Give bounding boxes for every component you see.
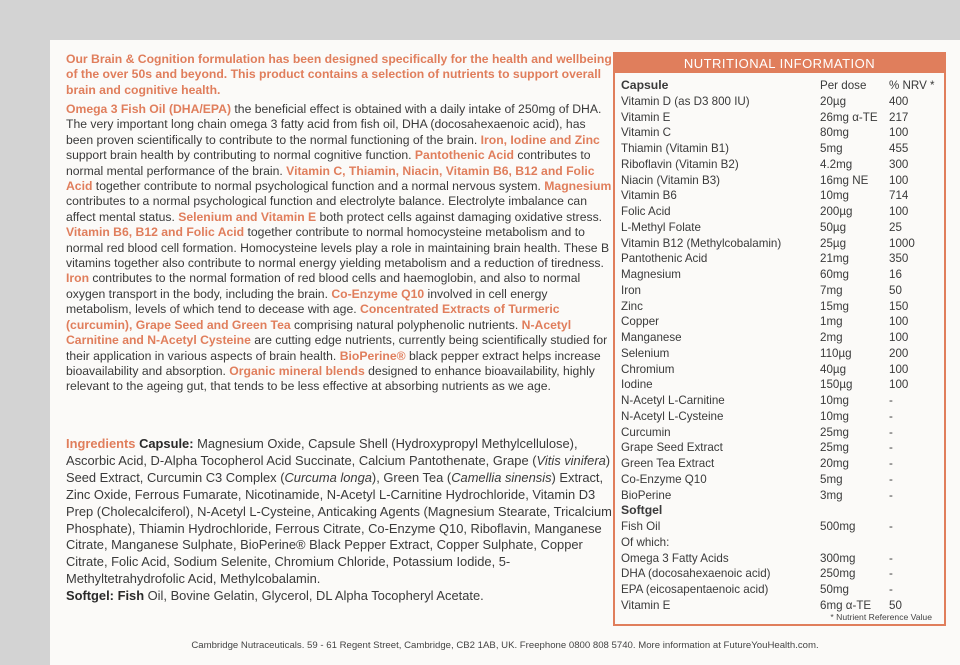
- nutrition-section-row: [621, 503, 946, 519]
- nutrient-highlight: Selenium and Vitamin E: [178, 209, 317, 224]
- dose-value: 10mg: [820, 394, 850, 407]
- softgel-ingredients: Oil, Bovine Gelatin, Glycerol, DL Alpha Tocopheryl Acetate.: [144, 588, 484, 604]
- nutrient-name: Iodine: [621, 378, 653, 392]
- nutrient-name: Pantothenic Acid: [621, 252, 708, 266]
- benefit-text: contributes to normal mental performance of the brain.: [66, 148, 591, 178]
- dose-value: 1mg: [820, 315, 843, 329]
- nutrition-row: [621, 220, 946, 236]
- nrv-value: -: [889, 425, 893, 439]
- nutrient-name: EPA (eicosapentaenoic acid): [621, 583, 769, 596]
- nutrition-row: [621, 283, 946, 299]
- nrv-value: 350: [889, 252, 909, 266]
- nutrition-row: [621, 472, 946, 488]
- nrv-value: 714: [889, 189, 909, 203]
- nrv-value: 200: [889, 346, 909, 360]
- nrv-value: % NRV *: [889, 79, 935, 92]
- nutrient-name: L-Methyl Folate: [621, 220, 701, 234]
- nutrition-row: [621, 346, 946, 362]
- nutrition-row: [621, 582, 946, 598]
- nutrition-row: [621, 188, 946, 204]
- nutrition-panel: [613, 52, 946, 626]
- nutrient-name: N-Acetyl L-Carnitine: [621, 394, 725, 407]
- ingredient-text: ) Seed Extract, Curcumin C3 Complex (: [66, 452, 611, 485]
- dose-value: 250mg: [820, 567, 856, 581]
- dose-value: 21mg: [820, 252, 850, 266]
- benefit-text: together contribute to normal psychological function and a normal nervous system.: [92, 179, 545, 194]
- nutrient-name: Vitamin E: [621, 110, 671, 124]
- nutrient-name: Niacin (Vitamin B3): [621, 173, 721, 187]
- dose-value: 25mg: [820, 425, 850, 439]
- dose-value: 4.2mg: [820, 157, 853, 171]
- ingredient-text: ) Extract, Zinc Oxide, Ferrous Fumarate, Nicotinamide, N-Acetyl L-Carnitine Hydrochloride, Vitamin D3 Prep (Cholecalciferol), N-Acetyl L-Cysteine, Anticaking Agents (Magnesium Stearate, Tricalcium Phosphate), Thiamin Hydrochloride, Ferrous Citrate, Co-Enzyme Q10, Riboflavin, Manganese Citrate, Manganese Sulphate, BioPerine® Black Pepper Extract, Copper Sulphate, Copper Citrate, Folic Acid, Sodium Selenite, Chromium Chloride, Potassium Iodide, 5-Methyltetrahydrofolic Acid, Methylcobalamin.: [66, 469, 612, 587]
- dose-value: 50mg: [820, 583, 850, 596]
- company-footer: Cambridge Nutraceuticals. 59 - 61 Regent Street, Cambridge, CB2 1AB, UK. Freephone 0800 808 5740. More information at FutureYouHealth.com.: [191, 640, 819, 651]
- nrv-value: 100: [889, 331, 909, 344]
- dose-value: 20µg: [820, 94, 847, 108]
- nutrient-name: Vitamin E: [621, 598, 671, 612]
- nrv-value: 25: [889, 220, 902, 234]
- dose-value: 40µg: [820, 362, 847, 376]
- nrv-value: -: [889, 441, 893, 455]
- benefit-text: contributes to the normal formation of red blood cells and haemoglobin, and also to normal oxygen transport in the body, including the brain.: [66, 271, 581, 301]
- benefit-text: support brain health by contributing to normal cognitive function.: [66, 148, 415, 163]
- nrv-value: 100: [889, 205, 909, 218]
- dose-value: 5mg: [820, 472, 843, 486]
- nrv-value: 100: [889, 315, 909, 329]
- benefit-text: both protect cells against damaging oxidative stress.: [316, 209, 603, 224]
- nutrient-highlight: Pantothenic Acid: [414, 148, 514, 163]
- nutrition-row: [621, 456, 946, 472]
- nutrition-row: [621, 204, 946, 220]
- dose-value: 10mg: [820, 189, 850, 203]
- nrv-footnote: * Nutrient Reference Value: [830, 612, 932, 622]
- nrv-value: -: [889, 488, 893, 502]
- nutrient-name: Omega 3 Fatty Acids: [621, 551, 729, 565]
- dose-value: Per dose: [820, 79, 867, 92]
- nrv-value: -: [889, 409, 893, 423]
- softgel-label: Softgel:: [66, 588, 114, 604]
- nutrition-row: [621, 173, 946, 189]
- dose-value: 16mg NE: [820, 173, 869, 187]
- nutrient-name: Softgel: [621, 503, 663, 518]
- nrv-value: 100: [889, 362, 909, 376]
- nutrient-name: Fish Oil: [621, 520, 661, 533]
- benefit-text: the beneficial effect is obtained with a daily intake of 250mg of DHA. The very important long chain omega 3 fatty acid from fish oil, DHA (docosahexaenoic acid), has been proven scientifically to contribute to the normal functioning of the brain.: [66, 102, 602, 147]
- nrv-value: 16: [889, 268, 902, 281]
- nutrition-row: [621, 267, 946, 283]
- dose-value: 6mg α-TE: [820, 598, 872, 612]
- nutrient-name: Of which:: [621, 535, 670, 549]
- nutrient-name: Selenium: [621, 346, 670, 360]
- nutrient-name: Zinc: [621, 299, 643, 313]
- nrv-value: 455: [889, 142, 909, 155]
- benefit-text: involved in cell energy metabolism, levels of which tend to decease with age.: [66, 286, 548, 317]
- nrv-value: 150: [889, 299, 909, 313]
- nrv-value: 217: [889, 110, 909, 124]
- nutrition-row: [621, 330, 946, 346]
- nutrition-row: [621, 440, 946, 456]
- nutrient-highlight: Vitamin B6, B12 and Folic Acid: [66, 225, 245, 240]
- dose-value: 150µg: [820, 378, 853, 392]
- nutrient-name: Capsule: [621, 78, 669, 92]
- ingredients-block: [66, 436, 614, 605]
- dose-value: 500mg: [820, 520, 856, 533]
- capsule-label: Capsule:: [139, 436, 194, 451]
- ingredient-text: ), Green Tea (: [371, 469, 452, 485]
- benefit-text: are cutting edge nutrients, currently being scientifically studied for their application in various aspects of brain health.: [66, 333, 608, 363]
- ingredient-text: Magnesium Oxide, Capsule Shell (Hydroxypropyl Methylcellulose), Ascorbic Acid, D-Alpha Tocopherol Acid Succinate, Calcium Pantothenate, Grape (: [66, 436, 578, 468]
- nutrition-row: [621, 409, 946, 425]
- nrv-value: 100: [889, 378, 909, 392]
- nutrition-row: [621, 125, 946, 141]
- nutrition-row: [621, 488, 946, 504]
- latin-name: Camellia sinensis: [451, 469, 552, 485]
- nutrient-highlight: N-Acetyl Carnitine and N-Acetyl Cysteine: [66, 317, 572, 348]
- dose-value: 25mg: [820, 441, 850, 455]
- dose-value: 80mg: [820, 126, 850, 140]
- benefits-text: [66, 102, 616, 395]
- benefit-text: contributes to a normal psychological function and electrolyte balance. Electrolyte imbalance can affect mental status.: [66, 194, 587, 224]
- nutrient-name: Manganese: [621, 331, 682, 344]
- nutrient-highlight: BioPerine®: [339, 348, 406, 363]
- benefit-text: black pepper extract helps increase bioavailability and absorption.: [66, 348, 601, 378]
- nrv-value: -: [889, 394, 893, 407]
- nutrition-row: [621, 251, 946, 267]
- nutrition-row: [621, 566, 946, 582]
- nutrient-name: N-Acetyl L-Cysteine: [621, 409, 724, 423]
- nutrient-name: Chromium: [621, 362, 675, 376]
- nutrient-name: Vitamin C: [621, 126, 672, 140]
- nrv-value: -: [889, 472, 893, 486]
- nrv-value: 1000: [889, 236, 915, 250]
- nrv-value: 100: [889, 173, 909, 187]
- dose-value: 3mg: [820, 488, 843, 502]
- dose-value: 15mg: [820, 299, 850, 313]
- nutrition-title: NUTRITIONAL INFORMATION: [615, 54, 944, 73]
- nutrient-name: Co-Enzyme Q10: [621, 472, 707, 486]
- nutrition-table: [621, 78, 946, 614]
- nutrient-name: Green Tea Extract: [621, 457, 715, 470]
- nrv-value: 50: [889, 283, 902, 297]
- nutrient-highlight: Vitamin C, Thiamin, Niacin, Vitamin B6, B12 and Folic Acid: [66, 163, 595, 194]
- nutrition-row: [621, 519, 946, 535]
- nutrient-name: Thiamin (Vitamin B1): [621, 142, 730, 155]
- nutrient-name: Grape Seed Extract: [621, 441, 723, 455]
- dose-value: 10mg: [820, 409, 850, 423]
- dose-value: 25µg: [820, 236, 847, 250]
- benefit-text: comprising natural polyphenolic nutrients.: [290, 317, 522, 332]
- latin-name: Curcuma longa: [284, 469, 372, 485]
- nutrient-name: BioPerine: [621, 488, 672, 502]
- benefit-text: designed to enhance bioavailability, highly relevant to the ageing gut, that tends to be less effective at absorbing nutrients as we age.: [66, 363, 595, 394]
- nutrition-row: [621, 157, 946, 173]
- nutrient-highlight: Co-Enzyme Q10: [331, 286, 425, 301]
- nutrient-highlight: Concentrated Extracts of Turmeric (curcumin), Grape Seed and Green Tea: [66, 302, 560, 332]
- nrv-value: -: [889, 457, 893, 470]
- nutrition-row: [621, 236, 946, 252]
- dose-value: 110µg: [820, 346, 852, 360]
- latin-name: Vitis vinifera: [536, 452, 606, 468]
- nutrient-name: Vitamin D (as D3 800 IU): [621, 94, 750, 108]
- nutrition-row: [621, 110, 946, 126]
- softgel-fish: Fish: [117, 588, 145, 604]
- dose-value: 60mg: [820, 268, 850, 281]
- nutrient-highlight: Organic mineral blends: [229, 363, 365, 378]
- nrv-value: -: [889, 567, 893, 581]
- nrv-value: -: [889, 520, 893, 533]
- nutrient-name: Vitamin B12 (Methylcobalamin): [621, 236, 782, 250]
- nutrient-highlight: Omega 3 Fish Oil (DHA/EPA): [66, 102, 232, 116]
- nutrient-name: Vitamin B6: [621, 189, 677, 203]
- dose-value: 5mg: [820, 142, 843, 155]
- nutrient-highlight: Magnesium: [544, 179, 612, 194]
- nutrition-row: [621, 425, 946, 441]
- dose-value: 200µg: [820, 205, 853, 218]
- nrv-value: -: [889, 583, 893, 596]
- nrv-value: 50: [889, 598, 902, 612]
- nutrition-row: [621, 551, 946, 567]
- dose-value: 300mg: [820, 551, 856, 565]
- nrv-value: 300: [889, 157, 909, 171]
- nutrient-name: Iron: [621, 283, 641, 297]
- intro-text: Our Brain & Cognition formulation has been designed specifically for the health and wellbeing of the over 50s and beyond. This product contains a selection of nutrients to support overall brain and cognitive health.: [66, 52, 612, 97]
- nutrient-name: Riboflavin (Vitamin B2): [621, 157, 739, 171]
- nutrition-row: [621, 535, 946, 551]
- nutrition-row: [621, 393, 946, 409]
- nutrient-name: Magnesium: [621, 268, 681, 281]
- capsule-ingredients: [66, 436, 612, 586]
- nutrition-row: [621, 141, 946, 157]
- dose-value: 7mg: [820, 283, 843, 297]
- nrv-value: 100: [889, 126, 909, 140]
- nutrition-row: [621, 314, 946, 330]
- nutrient-highlight: Iron, Iodine and Zinc: [480, 132, 600, 147]
- nrv-value: 400: [889, 94, 909, 108]
- dose-value: 20mg: [820, 457, 850, 470]
- dose-value: 26mg α-TE: [820, 110, 878, 124]
- ingredients-label: Ingredients: [66, 436, 136, 451]
- nutrient-name: Folic Acid: [621, 205, 671, 218]
- nutrient-name: Curcumin: [621, 425, 671, 439]
- nutrition-section-row: [621, 78, 946, 94]
- nutrient-highlight: Iron: [66, 271, 90, 286]
- benefit-text: together contribute to normal homocysteine metabolism and to normal red blood cell formation. Homocysteine levels play a role in maintaining brain health. These B vitamins together also contribute to normal energy yielding metabolism and a reduction of tiredness.: [66, 225, 610, 271]
- nrv-value: -: [889, 551, 893, 565]
- nutrition-row: [621, 362, 946, 378]
- nutrition-row: [621, 94, 946, 110]
- dose-value: 50µg: [820, 220, 847, 234]
- nutrition-row: [621, 377, 946, 393]
- dose-value: 2mg: [820, 331, 843, 344]
- nutrient-name: Copper: [621, 315, 660, 329]
- nutrition-row: [621, 299, 946, 315]
- nutrient-name: DHA (docosahexaenoic acid): [621, 567, 771, 581]
